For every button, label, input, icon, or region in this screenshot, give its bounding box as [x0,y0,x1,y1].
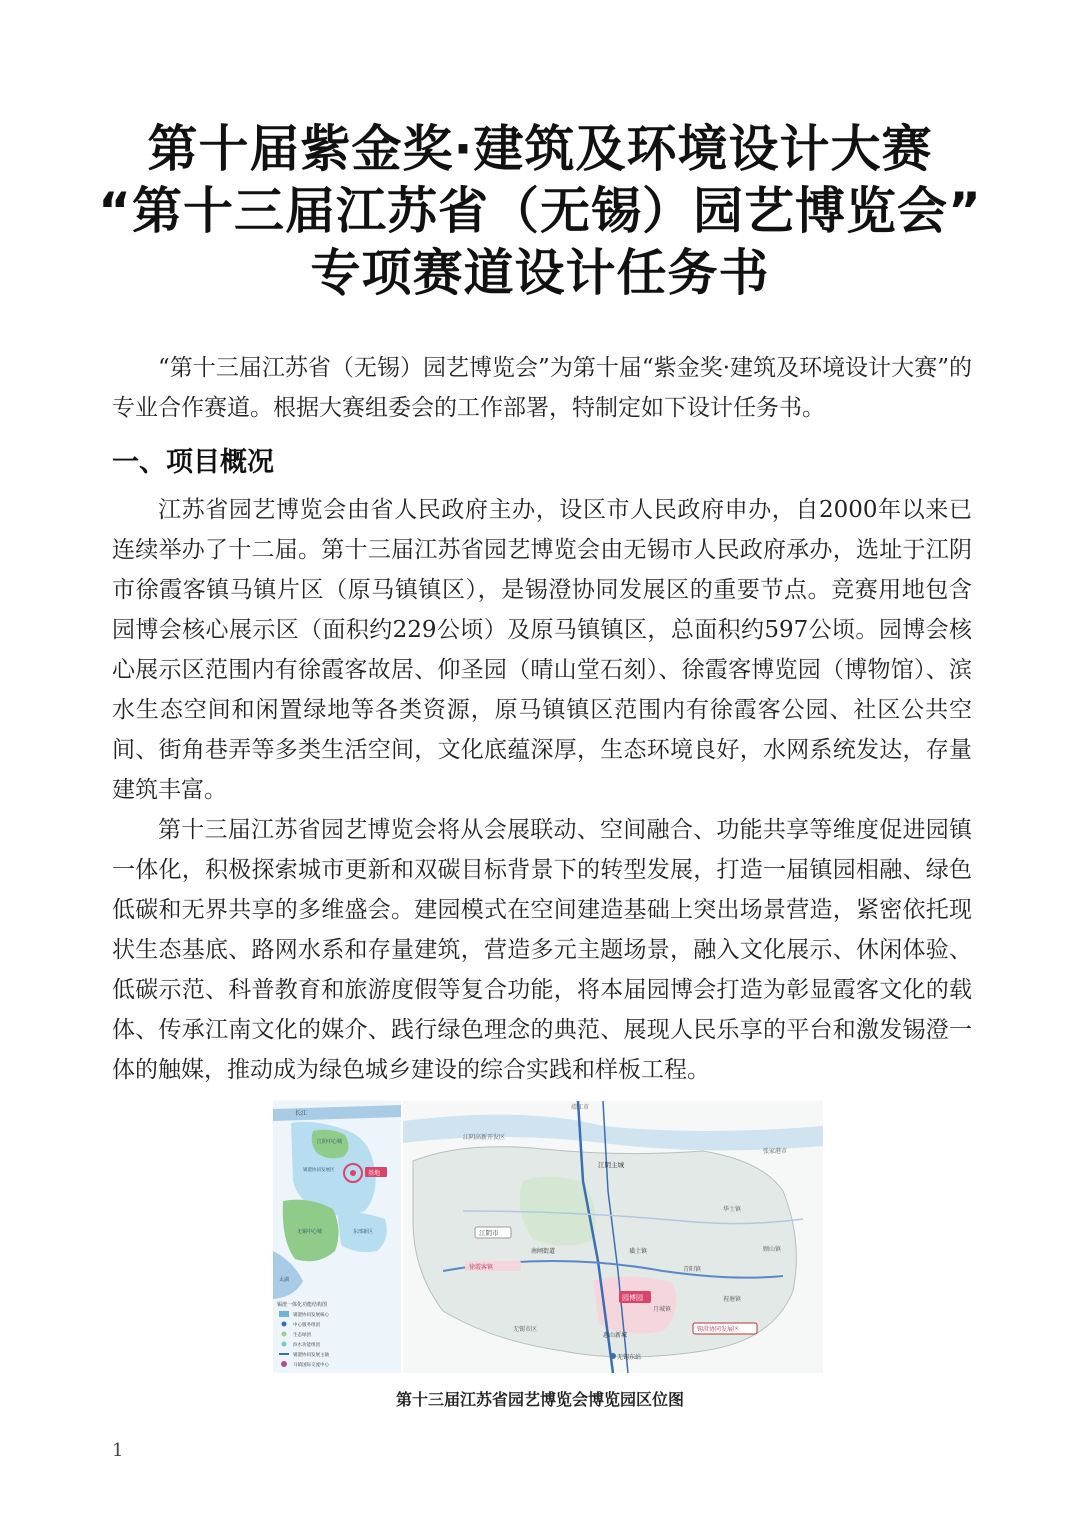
title-line-1: 第十届紫金奖·建筑及环境设计大赛 [147,120,933,178]
map-label-huishan: 惠山新城 [603,1332,628,1339]
expo-site-label: 园博园 [622,1294,643,1302]
regional-structure-map [273,1101,401,1373]
map-label-huashi: 华士镇 [723,1206,742,1213]
legend-item-2: 中心服务组团 [293,1323,320,1328]
legend-item-4: 滨水功能组团 [293,1343,320,1348]
legend-title: 锡澄一体化功能结构图 [277,1302,328,1308]
map-label-yuecheng: 月城镇 [653,1306,672,1313]
map-label-east: 东部新区 [353,1229,374,1235]
map-label-jiangyin-city: 江阴市 [479,1229,499,1237]
site-label: 基地 [368,1170,381,1177]
map-label-hightech: 江阴高新开发区 [463,1134,506,1141]
map-label-jingjiang: 靖江市 [571,1104,590,1111]
river-label: 长江 [295,1110,308,1117]
page-number: 1 [112,1440,124,1461]
figure-caption: 第十三届江苏省园艺博览会博览园区位图 [395,1390,684,1409]
section-heading: 一、项目概况 [112,447,274,478]
map-label-wuxi-district: 无锡市区 [513,1326,538,1333]
overview-paragraph-2: 第十三届江苏省园艺博览会将从会展联动、空间融合、功能共享等维度促进园镇一体化，积极探索城市更新和双碳目标背景下的转型发展，打造一届镇园相融、绿色低碳和无界共享的多维盛会。建园模式在空间建造基础上突出场景营造，紧密依托现状生态基底、路网水系和存量建筑，营造多元主题场景，融入文化展示、休闲体验、低碳示范、科普教育和旅游度假等复合功能，将本届园博会打造为彰显霞客文化的载体、传承江南文化的媒介、践行绿色理念的典范、展现人民乐享的平台和激发锡澄一体的触媒，推动成为绿色城乡建设的综合实践和样板工程。 [112,817,972,1083]
overview-section [112,490,972,1090]
map-label-taihu: 太湖 [279,1277,290,1283]
map-label-zhutang: 祝塘镇 [723,1296,742,1303]
document-title [0,118,1080,304]
map-label-huangtu: 璜土镇 [629,1248,648,1255]
overview-paragraph-1: 江苏省园艺博览会由省人民政府主办，设区市人民政府申办，自2000年以来已连续举办了十二届。第十三届江苏省园艺博览会由无锡市人民政府承办，选址于江阴市徐霞客镇马镇片区（原马镇镇区），是锡澄协同发展区的重要节点。竞赛用地包含园博会核心展示区（面积约229公顷）及原马镇镇区，总面积约597公顷。园博会核心展示区范围内有徐霞客故居、仰圣园（晴山堂石刻）、徐霞客博览园（博物馆）、滨水生态空间和闲置绿地等各类资源，原马镇镇区范围内有徐霞客公园、社区公共空间、街角巷弄等多类生活空间，文化底蕴深厚，生态环境良好，水网系统发达，存量建筑丰富。 [112,497,972,803]
map-label-zhangjiagang: 张家港市 [763,1148,788,1155]
map-label-coordination: 锡澄协同发展区 [303,1168,335,1173]
intro-section [112,348,972,428]
map-label-qingyang: 青阳镇 [683,1266,702,1273]
map-label-wuxi-east-station: 无锡东站 [617,1354,642,1361]
intro-paragraph: “第十三届江苏省（无锡）园艺博览会”为第十届“紫金奖·建筑及环境设计大赛”的专业合作赛道。根据大赛组委会的工作部署，特制定如下设计任务书。 [112,355,972,421]
legend-item-6: 马镇国际交流中心 [293,1363,329,1368]
map-label-main-city: 江阴主城 [598,1161,624,1169]
title-line-3: 专项赛道设计任务书 [310,244,770,302]
map-label-wuxi: 无锡中心城 [297,1229,323,1235]
title-line-2: “第十三届江苏省（无锡）园艺博览会” [98,182,982,240]
map-label-xuxiake: 徐霞客镇 [469,1264,494,1271]
legend-item-5: 锡澄协同发展主轴 [293,1353,329,1358]
legend-item-1: 锡澄协同发展核心 [293,1313,329,1318]
map-label-nanzha: 南闸街道 [531,1248,556,1255]
map-label-coordination-zone: 锡澄协同发展区 [697,1326,740,1333]
location-map [403,1101,823,1373]
map-label-gushan: 顾山镇 [763,1246,782,1253]
map-label-jiangyin: 江阴中心城 [317,1139,343,1145]
legend-item-3: 生态绿团 [293,1333,311,1338]
